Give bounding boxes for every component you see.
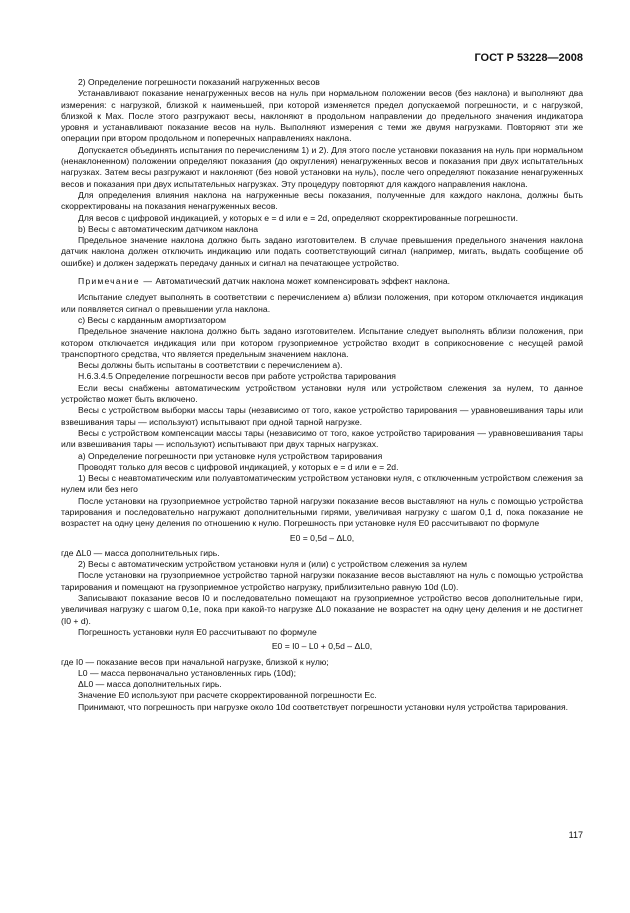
standard-number: ГОСТ Р 53228—2008 bbox=[474, 52, 583, 64]
paragraph: Весы с устройством выборки массы тары (независимо от того, какое устройство тарирования — уравновешивания тары или взвешивания тары — используют) испытывают при одной тарной нагрузке. bbox=[61, 405, 583, 427]
paragraph: Записывают показание весов I0 и последовательно помещают на грузоприемное устройство весов дополнительные гири, увеличивая нагрузку с шагом 0,1e, пока при какой-то нагрузке ΔL0 показание не возрастет на одну цену деления и не достигнет (I0 + d). bbox=[61, 593, 583, 626]
page-number: 117 bbox=[568, 830, 583, 840]
paragraph: ΔL0 — масса дополнительных гирь. bbox=[78, 679, 222, 690]
paragraph: Для определения влияния наклона на нагруженные весы показания, полученные для каждого наклона, должны быть скорректированы на показания ненагруженных весов. bbox=[61, 189, 583, 212]
paragraph: Предельное значение наклона должно быть задано изготовителем. В случае превышения предельного значения наклона датчик наклона должен отключить индикацию или подать соответствующий сигнал (например, мигать, выдать сообщение об ошибке) и должен задержать передачу данных и сигнал на печатающее устройство. bbox=[61, 235, 583, 268]
paragraph: 1) Весы с неавтоматическим или полуавтоматическим устройством установки нуля, с отключенным устройством слежения за нулем или без него bbox=[61, 473, 583, 495]
formula: E0 = I0 – L0 + 0,5d – ΔL0, bbox=[271, 641, 373, 652]
paragraph: Весы с устройством компенсации массы тары (независимо от того, какое устройство тарирования — уравновешивания тары или взвешивания тары — используют) испытывают при двух тарных нагрузках. bbox=[61, 427, 583, 450]
subheading: c) Весы с карданным амортизатором bbox=[78, 314, 227, 325]
note-text: Автоматический датчик наклона может компенсировать эффект наклона. bbox=[155, 276, 450, 287]
note-label: Примечание — bbox=[78, 276, 154, 287]
section-heading: Н.6.3.4.5 Определение погрешности весов при работе устройства тарирования bbox=[78, 371, 396, 382]
subheading: b) Весы с автоматическим датчиком наклона bbox=[78, 223, 259, 234]
paragraph: Погрешность установки нуля E0 рассчитывают по формуле bbox=[78, 626, 317, 637]
paragraph: Устанавливают показание ненагруженных весов на нуль при нормальном положении весов (без наклона) и выполняют два измерения: с нагрузкой, близкой к наименьшей, при которой изменяется предел допускаемой погрешности, и с нагрузкой, близкой к Max. После этого разгружают весы, наклоняют в продольном направлении до предельного значения индикатора уровня и устанавливают показание весов на нуль. Выполняют измерения с теми же двумя нагрузками. Повторяют эти же операции при втором продольном и поперечных направлениях наклона. bbox=[61, 88, 583, 144]
paragraph: Проводят только для весов с цифровой индикацией, у которых e = d или e = 2d. bbox=[78, 461, 399, 472]
paragraph: L0 — масса первоначально установленных гирь (10d); bbox=[78, 667, 297, 678]
paragraph: Принимают, что погрешность при нагрузке около 10d соответствует погрешности установки нуля устройства тарирования. bbox=[78, 701, 569, 712]
paragraph: где I0 — показание весов при начальной нагрузке, близкой к нулю; bbox=[61, 656, 329, 667]
paragraph: Допускается объединять испытания по перечислениям 1) и 2). Для этого после установки показания на нуль при нормальном (ненаклоненном) положении определяют показания (до округления) ненагруженных весов и показания при двух испытательных нагрузках. Затем весы разгружают и наклоняют (без новой установки на нуль), после чего определяют показание ненагруженных весов и показания при двух испытательных нагрузках. Эту процедуру повторяют для каждого направления наклона. bbox=[61, 144, 583, 189]
document-body bbox=[61, 77, 583, 713]
paragraph: Значение E0 используют при расчете скорректированной погрешности Ec. bbox=[78, 690, 377, 701]
paragraph: После установки на грузоприемное устройство тарной нагрузки показание весов выставляют на нуль с помощью устройства тарирования и последовательно нагружают дополнительными гирями, увеличивая нагрузку с шагом 0,1 d, пока показание не возрастет на одну цену деления по отношению к нулю. Погрешность при установке нуля E0 рассчитывают по формуле bbox=[61, 495, 583, 529]
paragraph: Если весы снабжены автоматическим устройством установки нуля или устройством слежения за нулем, то данное устройство может быть включено. bbox=[61, 382, 583, 405]
formula: E0 = 0,5d – ΔL0, bbox=[289, 532, 355, 543]
paragraph: Испытание следует выполнять в соответствии с перечислением a) вблизи положения, при котором отключается индикация или появляется сигнал о превышении угла наклона. bbox=[61, 292, 583, 314]
paragraph: После установки на грузоприемное устройство тарной нагрузки показание весов выставляют на нуль с помощью устройства тарирования и помещают на грузоприемное устройство нагрузку, приблизительно равную 10d (L0). bbox=[61, 570, 583, 592]
subheading: a) Определение погрешности при установке нуля устройством тарирования bbox=[78, 450, 383, 461]
paragraph: Весы должны быть испытаны в соответствии с перечислением a). bbox=[78, 360, 343, 371]
paragraph: где ΔL0 — масса дополнительных гирь. bbox=[61, 547, 220, 558]
paragraph: Предельное значение наклона должно быть задано изготовителем. Испытание следует выполнять вблизи положения, при котором отключается индикация или при котором грузоприемное устройство входит в соприкосновение с несущей рамой транспортного средства, что является предельным значением наклона. bbox=[61, 326, 583, 359]
paragraph: 2) Определение погрешности показаний нагруженных весов bbox=[78, 77, 320, 87]
subheading: 2) Весы с автоматическим устройством установки нуля и (или) с устройством слежения за нулем bbox=[78, 559, 468, 570]
paragraph: Для весов с цифровой индикацией, у которых e = d или e = 2d, определяют скорректированные погрешности. bbox=[78, 212, 518, 223]
note bbox=[61, 276, 583, 287]
